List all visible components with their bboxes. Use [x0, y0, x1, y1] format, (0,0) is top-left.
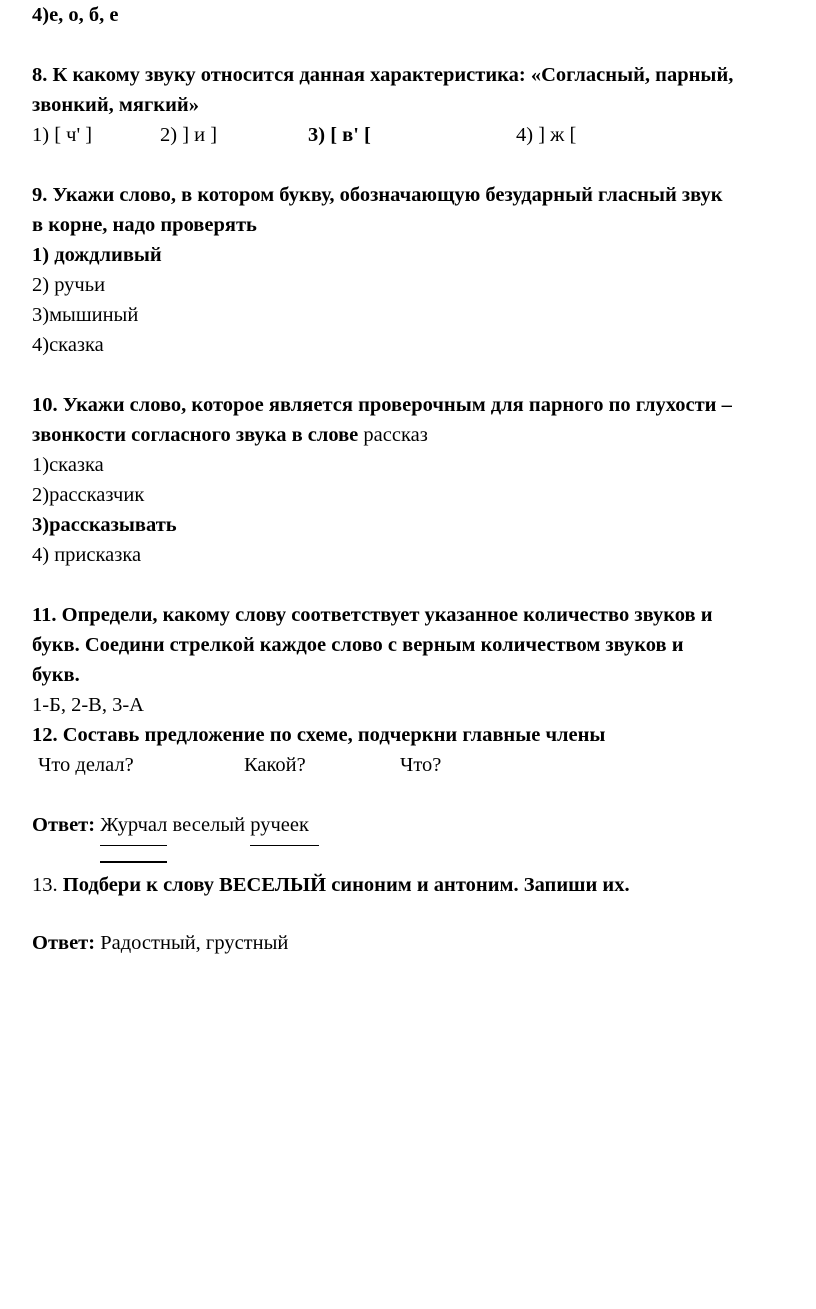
- q9-option-1-correct: 1) дождливый: [32, 244, 162, 266]
- q12-answer-label: Ответ:: [32, 814, 96, 836]
- q12-answer-attribute: веселый: [167, 814, 251, 836]
- q13-question-text: Подбери к слову ВЕСЕЛЫЙ синоним и антоним. Запиши их.: [57, 874, 630, 896]
- q9-question-line2: в корне, надо проверять: [32, 214, 257, 236]
- q11-answer: 1-Б, 2-В, 3-А: [32, 694, 144, 716]
- q10-target-word: рассказ: [358, 424, 428, 446]
- q7-answer: 4)е, о, б, е: [32, 4, 119, 26]
- q8-question-line2: звонкий, мягкий»: [32, 94, 199, 116]
- q8-options-row: [32, 120, 816, 150]
- q12-scheme-subject: Что?: [400, 754, 442, 776]
- q12-answer-predicate: Журчал: [100, 810, 167, 840]
- q10-question-text: звонкости согласного звука в слове: [32, 424, 359, 446]
- q10-question-line1: 10. Укажи слово, которое является проверочным для парного по глухости –: [32, 394, 732, 416]
- q10-option-2: 2)рассказчик: [32, 484, 145, 506]
- q8-number: 8.: [32, 64, 48, 86]
- q8-question-line1: [32, 60, 733, 90]
- q9-option-3: 3)мышиный: [32, 304, 139, 326]
- q13-answer-line: [32, 928, 288, 958]
- q12-scheme-row: [32, 750, 816, 780]
- q9-option-4: 4)сказка: [32, 334, 104, 356]
- q8-option-1: 1) [ ч' ]: [32, 124, 93, 146]
- q11-question-line1: 11. Определи, какому слову соответствует указанное количество звуков и: [32, 604, 713, 626]
- q13-answer-label: Ответ:: [32, 932, 96, 954]
- q13-number: 13.: [32, 874, 58, 896]
- q13-question: [32, 870, 630, 900]
- q12-scheme-attribute: Какой?: [244, 754, 306, 776]
- q12-answer-subject: ручеек: [250, 810, 309, 840]
- q9-option-2: 2) ручьи: [32, 274, 106, 296]
- q12-question: 12. Составь предложение по схеме, подчеркни главные члены: [32, 724, 606, 746]
- q10-option-4: 4) присказка: [32, 544, 142, 566]
- q8-option-2: 2) ] и ]: [160, 124, 218, 146]
- q13-answer-text: Радостный, грустный: [95, 932, 289, 954]
- q8-question-text: К какому звуку относится данная характеристика: «Согласный, парный,: [47, 64, 734, 86]
- q12-scheme-predicate: Что делал?: [38, 754, 134, 776]
- q12-answer-line: [32, 810, 309, 840]
- q10-option-3-correct: 3)рассказывать: [32, 514, 177, 536]
- q11-question-line3: букв.: [32, 664, 80, 686]
- q9-question-line1: 9. Укажи слово, в котором букву, обозначающую безударный гласный звук: [32, 184, 723, 206]
- q8-option-3-correct: 3) [ в' [: [308, 124, 371, 146]
- q11-question-line2: букв. Соедини стрелкой каждое слово с верным количеством звуков и: [32, 634, 684, 656]
- q10-question-line2: [32, 420, 428, 450]
- q10-option-1: 1)сказка: [32, 454, 104, 476]
- q8-option-4: 4) ] ж [: [516, 124, 577, 146]
